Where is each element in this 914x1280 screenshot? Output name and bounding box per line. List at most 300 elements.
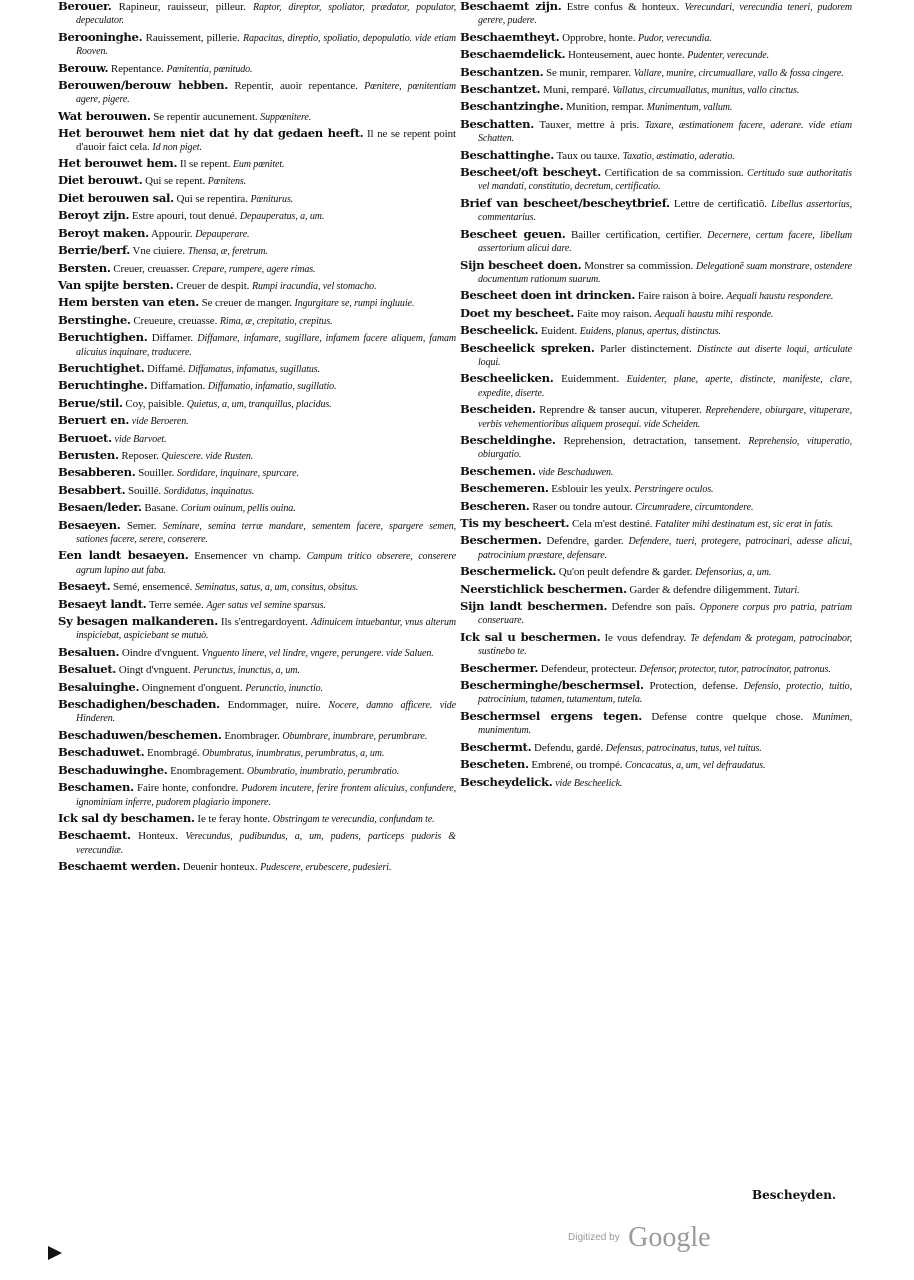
left-column (58, 0, 456, 878)
headword: Beroyt maken. (58, 225, 149, 240)
latin-gloss: Pœniturus. (250, 193, 294, 205)
latin-gloss: Pudorem incutere, ferire frontem alicuius, confundere, ignominiam inferre, pudorem plagiario imponere. (76, 783, 456, 808)
latin-gloss: Munimen, munimentum. (478, 711, 852, 737)
latin-gloss: Rima, æ, crepitatio, crepitus. (219, 315, 333, 327)
french-gloss: Faire honte, confondre. (136, 782, 239, 795)
french-gloss: Parler distinctement. (599, 342, 692, 355)
latin-gloss: Delegationẽ suam monstrare, ostendere documentum rationum suarum. (478, 260, 853, 285)
dictionary-entry (58, 432, 456, 446)
french-gloss: Rapineur, rauisseur, pilleur. (118, 1, 246, 13)
headword: Beschaemt werden. (58, 859, 181, 874)
latin-gloss: Verecundus, pudibundus, a, um, pudens, particeps pudoris & verecundiæ. (76, 831, 456, 856)
dictionary-entry (58, 860, 456, 874)
headword: Beruert en. (58, 413, 130, 428)
french-gloss: Embrené, ou trompé. (531, 759, 623, 772)
dictionary-entry (58, 279, 456, 293)
headword: Besaluet. (58, 662, 117, 677)
dictionary-entry (58, 379, 456, 393)
headword: Bescherminghe/beschermsel. (460, 678, 644, 693)
latin-gloss: Rapacitas, direptio, spoliatio, depopulatio. vide etiam Rooven. (76, 32, 457, 58)
dictionary-entry (58, 209, 456, 223)
french-gloss: Bailler certification, certifier. (571, 228, 702, 241)
headword: Besaeyt. (58, 579, 111, 594)
french-gloss: Oingnement d'onguent. (141, 681, 243, 694)
dictionary-entry (58, 729, 456, 743)
french-gloss: Ensemencer vn champ. (194, 550, 301, 563)
headword: Neerstichlick beschermen. (460, 581, 627, 596)
dictionary-entry (58, 746, 456, 760)
latin-gloss: Sordidatus, inquinatus. (163, 485, 255, 497)
french-gloss: Lettre de certificatiõ. (673, 197, 767, 210)
dictionary-entry (58, 681, 456, 695)
latin-gloss: Defensor, protector, tutor, patrocinator, patronus. (639, 663, 831, 675)
french-gloss: Souillé. (127, 484, 162, 497)
dictionary-entry (460, 679, 852, 707)
french-gloss: Se munir, remparer. (545, 66, 632, 79)
latin-gloss: Tutari. (773, 584, 800, 596)
headword: Diet berouwen sal. (58, 190, 174, 205)
headword: Bescheet/oft bescheyt. (460, 165, 601, 180)
headword: Bersten. (58, 260, 111, 275)
french-gloss: Souiller. (138, 467, 175, 480)
dictionary-entry (58, 466, 456, 480)
french-gloss: Reprendre & tanser aucun, vituperer. (539, 404, 702, 417)
french-gloss: Diffamer. (151, 332, 194, 345)
french-gloss: Semer. (126, 519, 157, 532)
headword: Beschaduwet. (58, 745, 145, 760)
french-gloss: Oingt d'vnguent. (118, 664, 191, 677)
french-gloss: Terre semée. (148, 598, 204, 611)
headword: Beschermt. (460, 739, 532, 754)
headword: Beschermelick. (460, 564, 557, 579)
headword: Berrie/berf. (58, 243, 131, 258)
headword: Besaeyen. (58, 517, 121, 532)
headword: Berouw. (58, 60, 109, 75)
watermark-prefix: Digitized by (568, 1232, 620, 1243)
dictionary-entry (460, 434, 852, 462)
latin-gloss: Pudor, verecundia. (638, 32, 712, 44)
latin-gloss: Pœnitere, pœnitentiam agere, pigere. (76, 81, 456, 106)
headword: Bescheren. (460, 498, 530, 513)
french-gloss: Diffamé. (147, 362, 186, 375)
french-gloss: Semé, ensemencé. (112, 581, 193, 594)
headword: Bescheydelick. (460, 774, 553, 789)
latin-gloss: Decernere, certum facere, libellum assertorium alicui dare. (478, 229, 852, 255)
dictionary-entry (58, 519, 456, 547)
french-gloss: Defendre, garder. (546, 535, 624, 548)
latin-gloss: Taxare, æstimationem facere, aderare. vide etiam Schatten. (478, 119, 852, 145)
latin-gloss: Eum pœnitet. (232, 159, 285, 171)
dictionary-entry (460, 83, 852, 97)
latin-gloss: Diffamare, infamare, sugillare, infamem facere aliquem, famam alicuius inquinare, traducere. (76, 333, 457, 358)
headword: Beschatten. (460, 116, 534, 131)
dictionary-entry (460, 307, 852, 321)
dictionary-entry (460, 600, 852, 628)
dictionary-entry (58, 331, 456, 359)
french-gloss: Il ne se repent point d'auoir faict cela. (76, 128, 456, 153)
latin-gloss: Pœnitentia, pœnitudo. (166, 63, 253, 75)
dictionary-entry (460, 31, 852, 45)
french-gloss: Vne ciuiere. (132, 245, 186, 258)
latin-gloss: Ager satus vel semine sparsus. (206, 599, 326, 611)
french-gloss: Defendeur, protecteur. (540, 662, 637, 675)
latin-gloss: vide Barvoet. (114, 433, 167, 445)
latin-gloss: Pœnitens. (207, 176, 247, 188)
latin-gloss: Id non piget. (152, 141, 202, 153)
headword: Beschaemt zijn. (460, 0, 562, 13)
french-gloss: Tauxer, mettre à pris. (539, 118, 640, 131)
dictionary-entry (460, 776, 852, 790)
headword: Beroyt zijn. (58, 208, 130, 223)
french-gloss: Defense contre quelque chose. (651, 710, 804, 723)
french-gloss: Enombragé. (147, 747, 200, 760)
latin-gloss: vide Beroeren. (131, 416, 189, 428)
dictionary-entry (58, 484, 456, 498)
french-gloss: Euident. (540, 325, 578, 338)
headword: Beschattinghe. (460, 147, 554, 162)
latin-gloss: Vnguento linere, vel lindre, vngere, perungere. vide Saluen. (201, 647, 434, 659)
dictionary-entry (58, 296, 456, 310)
latin-gloss: Te defendam & protegam, patrocinabor, sustinebo te. (478, 632, 853, 658)
dictionary-entry (58, 244, 456, 258)
headword: Besabberen. (58, 465, 136, 480)
headword: Besaen/leder. (58, 500, 142, 515)
dictionary-entry (460, 741, 852, 755)
dictionary-entry (58, 663, 456, 677)
dictionary-entry (58, 698, 456, 726)
headword: Beschermsel ergens tegen. (460, 708, 642, 723)
dictionary-entry (58, 192, 456, 206)
dictionary-entry (58, 0, 456, 28)
french-gloss: Repentir, auoir repentance. (234, 80, 358, 93)
french-gloss: Garder & defendre diligemment. (629, 583, 771, 596)
dictionary-entry (58, 598, 456, 612)
french-gloss: Repentance. (110, 62, 164, 75)
latin-gloss: Nocere, damno afficere. vide Hinderen. (76, 700, 456, 725)
dictionary-entry (460, 259, 852, 287)
latin-gloss: Quiescere. vide Rusten. (161, 450, 254, 462)
dictionary-entry (460, 583, 852, 597)
french-gloss: Ie vous defendray. (604, 631, 687, 644)
french-gloss: Endommager, nuire. (227, 699, 321, 712)
french-gloss: Protection, defense. (649, 680, 738, 693)
headword: Besaluen. (58, 644, 120, 659)
dictionary-entry (58, 157, 456, 171)
headword: Sijn landt beschermen. (460, 599, 608, 614)
latin-gloss: Quietus, a, um, tranquillus, placidus. (186, 398, 332, 410)
latin-gloss: Seminatus, satus, a, um, consitus, obsitus. (194, 582, 359, 594)
headword: Doet my bescheet. (460, 305, 575, 320)
dictionary-entry (58, 174, 456, 188)
dictionary-entry (58, 764, 456, 778)
dictionary-entry (58, 580, 456, 594)
dictionary-entry (460, 66, 852, 80)
latin-gloss: Seminare, semina terræ mandare, sementem facere, spargere semen, sationes facere, serere, conserere. (76, 520, 456, 545)
latin-gloss: vide Bescheelick. (555, 777, 623, 789)
dictionary-entry (58, 414, 456, 428)
french-gloss: Defendre son païs. (611, 601, 696, 614)
dictionary-entry (58, 79, 456, 107)
french-gloss: Il se repent. (179, 158, 231, 171)
french-gloss: Defendu, gardé. (534, 741, 604, 754)
dictionary-entry (460, 100, 852, 114)
headword: Berusten. (58, 447, 119, 462)
french-gloss: Deuenir honteux. (182, 861, 258, 874)
dictionary-entry (460, 517, 852, 531)
french-gloss: Estre apouri, tout denué. (131, 210, 238, 223)
dictionary-entry (58, 262, 456, 276)
headword: Sy besagen malkanderen. (58, 614, 218, 629)
french-gloss: Euidemment. (561, 373, 619, 386)
dictionary-entry (460, 197, 852, 225)
headword: Beschadighen/beschaden. (58, 697, 220, 712)
latin-gloss: Aequali haustu mihi responde. (654, 308, 774, 320)
french-gloss: Creuer de despit. (176, 279, 250, 292)
headword: Berouer. (58, 0, 112, 13)
french-gloss: Cela m'est destiné. (571, 518, 653, 530)
latin-gloss: Obumbratio, inumbratio, perumbratio. (246, 765, 400, 777)
latin-gloss: Euidens, planus, apertus, distinctus. (579, 326, 721, 338)
latin-gloss: Perunctio, inunctio. (245, 682, 323, 694)
latin-gloss: Reprehendere, obiurgare, vituperare, verbis vehementioribus aliquem prosequi. vide Scheiden. (478, 405, 852, 430)
french-gloss: Enombragement. (170, 764, 245, 777)
triangle-pointer-icon (48, 1246, 62, 1260)
latin-gloss: Verecundari, verecundia teneri, pudorem gerere, pudere. (478, 2, 852, 27)
latin-gloss: Depauperatus, a, um. (239, 211, 325, 223)
latin-gloss: Reprehensio, vituperatio, obiurgatio. (478, 435, 852, 461)
french-gloss: Monstrer sa commission. (584, 259, 694, 272)
french-gloss: Coy, paisible. (125, 397, 185, 410)
french-gloss: Creueure, creuasse. (133, 314, 218, 327)
latin-gloss: Certitudo suæ authoritatis vel mandati, constitutio, decretum, certificatio. (478, 168, 852, 193)
latin-gloss: Opponere corpus pro patria, patriam conseruare. (478, 602, 852, 627)
latin-gloss: Concacatus, a, um, vel defraudatus. (625, 760, 766, 772)
headword: Beschantzen. (460, 64, 544, 79)
headword: Beschantzet. (460, 82, 541, 97)
latin-gloss: Obumbratus, inumbratus, perumbratus, a, um. (202, 748, 385, 760)
dictionary-entry (58, 549, 456, 577)
latin-gloss: Defensio, protectio, tuitio, patrocinium, tutamen, tutamentum, tutela. (478, 681, 852, 706)
headword: Beruchtighet. (58, 360, 145, 375)
dictionary-entry (460, 758, 852, 772)
headword: Beruchtighen. (58, 330, 148, 345)
latin-gloss: vide Beschaduwen. (538, 466, 614, 478)
latin-gloss: Perunctus, inunctus, a, um. (193, 665, 300, 677)
headword: Beschamen. (58, 780, 134, 795)
french-gloss: Qui se repent. (145, 175, 206, 188)
dictionary-entry (58, 501, 456, 515)
french-gloss: Enombrager. (224, 729, 280, 742)
latin-gloss: Depauperare. (195, 228, 250, 240)
latin-gloss: Defensus, patrocinatus, tutus, vel tuitus. (605, 742, 762, 754)
latin-gloss: Euidenter, plane, aperte, distincte, manifeste, clare, expedite, diserte. (478, 374, 853, 399)
headword: Wat berouwen. (58, 108, 151, 123)
latin-gloss: Pudescere, erubescere, pudesieri. (260, 862, 392, 874)
french-gloss: Ie te feray honte. (197, 812, 271, 825)
latin-gloss: Munimentum, vallum. (646, 102, 733, 114)
latin-gloss: Diffamatus, infamatus, sugillatus. (188, 363, 320, 375)
dictionary-entry (58, 449, 456, 463)
latin-gloss: Raptor, direptor, spoliator, prædator, populator, depeculator. (76, 2, 457, 27)
french-gloss: Oindre d'vnguent. (121, 646, 200, 659)
headword: Bescheiden. (460, 402, 536, 417)
headword: Het berouwet hem niet dat hy dat gedaen heeft. (58, 126, 364, 141)
headword: Het berouwet hem. (58, 156, 178, 171)
latin-gloss: Diffamatio, infamatio, sugillatio. (207, 381, 337, 393)
headword: Beruoet. (58, 430, 112, 445)
dictionary-entry (58, 127, 456, 154)
latin-gloss: Libellus assertorius, commentarius. (478, 198, 852, 224)
dictionary-entry (58, 781, 456, 809)
dictionary-entry (460, 289, 852, 303)
french-gloss: Diffamation. (150, 380, 206, 393)
headword: Berooninghe. (58, 29, 143, 44)
headword: Ick sal dy beschamen. (58, 810, 195, 825)
headword: Beschaemtheyt. (460, 29, 560, 44)
headword: Beschemen. (460, 463, 536, 478)
headword: Beschaduwen/beschemen. (58, 727, 222, 742)
headword: Diet berouwt. (58, 173, 143, 188)
dictionary-entry (460, 118, 852, 146)
latin-gloss: Crepare, rumpere, agere rimas. (192, 263, 316, 275)
latin-gloss: Rumpi iracundia, vel stomacho. (251, 280, 377, 292)
french-gloss: Reprehension, detractation, tansement. (563, 434, 741, 447)
dictionary-entry (460, 149, 852, 163)
french-gloss: Munition, rempar. (566, 101, 645, 114)
dictionary-entry (460, 372, 852, 400)
headword: Tis my bescheert. (460, 516, 570, 530)
latin-gloss: Taxatio, æstimatio, aderatio. (622, 150, 735, 162)
latin-gloss: Defensorius, a, um. (695, 567, 772, 579)
french-gloss: Esblouir les yeulx. (551, 483, 632, 496)
dictionary-entry (58, 615, 456, 643)
catchword: Bescheyden. (752, 1188, 837, 1202)
dictionary-entry (460, 228, 852, 256)
dictionary-entry (460, 565, 852, 579)
headword: Beruchtinghe. (58, 378, 148, 393)
dictionary-entry (460, 662, 852, 676)
latin-gloss: Ingurgitare se, rumpi ingluuie. (294, 298, 415, 310)
headword: Beschantzinghe. (460, 99, 564, 114)
dictionary-entry (58, 110, 456, 124)
dictionary-entry (58, 829, 456, 857)
dictionary-entry (58, 812, 456, 826)
dictionary-entry (58, 314, 456, 328)
headword: Berue/stil. (58, 395, 123, 410)
dictionary-entry (58, 397, 456, 411)
dictionary-entry (460, 324, 852, 338)
watermark-brand: Google (628, 1222, 711, 1253)
dictionary-entry (460, 500, 852, 514)
french-gloss: Muni, remparé. (542, 84, 610, 97)
french-gloss: Honteux. (138, 830, 178, 843)
latin-gloss: Perstringere oculos. (634, 484, 714, 496)
latin-gloss: Vallare, munire, circumuallare, vallo & fossa cingere. (633, 67, 844, 79)
french-gloss: Creuer, creuasser. (113, 262, 190, 275)
french-gloss: Estre confus & honteux. (566, 1, 680, 13)
french-gloss: Ils s'entregardoyent. (220, 616, 308, 629)
latin-gloss: Obstringam te verecundia, confundam te. (272, 813, 435, 825)
right-column (460, 0, 852, 793)
headword: Bescheelick spreken. (460, 340, 595, 355)
french-gloss: Se repentir aucunement. (153, 110, 258, 123)
headword: Besaluinghe. (58, 679, 140, 694)
headword: Ick sal u beschermen. (460, 629, 601, 644)
french-gloss: Appourir. (150, 227, 193, 240)
latin-gloss: Fataliter mihi destinatum est, sic erat in fatis. (655, 519, 834, 530)
french-gloss: Raser ou tondre autour. (532, 500, 633, 513)
french-gloss: Basane. (144, 502, 179, 515)
latin-gloss: Obumbrare, inumbrare, perumbrare. (282, 730, 428, 742)
dictionary-entry (460, 166, 852, 194)
headword: Berouwen/berouw hebben. (58, 78, 228, 93)
latin-gloss: Distincte aut diserte loqui, articulate loqui. (478, 343, 853, 368)
latin-gloss: Campum tritico obserere, conserere agrum lupino aut faba. (76, 551, 457, 576)
french-gloss: Faite moy raison. (576, 307, 652, 320)
headword: Beschaemt. (58, 828, 131, 843)
headword: Bescheten. (460, 757, 529, 772)
french-gloss: Opprobre, honte. (562, 31, 636, 44)
headword: Bescheet doen int drincken. (460, 288, 636, 303)
headword: Besaeyt landt. (58, 596, 147, 611)
latin-gloss: Circumradere, circumtondere. (635, 501, 754, 513)
dictionary-entry (58, 31, 456, 59)
dictionary-entry (58, 362, 456, 376)
dictionary-entry (460, 403, 852, 431)
dictionary-entry (58, 62, 456, 76)
headword: Een landt besaeyen. (58, 548, 189, 563)
headword: Beschaduwinghe. (58, 762, 168, 777)
latin-gloss: Corium ouinum, pellis ouina. (180, 503, 296, 515)
dictionary-entry (460, 482, 852, 496)
dictionary-entry (460, 342, 852, 370)
headword: Beschermer. (460, 660, 539, 675)
latin-gloss: Vallatus, circumuallatus, munitus, vallo cinctus. (612, 85, 800, 97)
headword: Hem bersten van eten. (58, 295, 199, 310)
latin-gloss: Aequali haustu respondere. (726, 291, 834, 303)
latin-gloss: Pudenter, verecunde. (687, 50, 769, 62)
headword: Bescheelick. (460, 323, 539, 338)
dictionary-entry (460, 465, 852, 479)
latin-gloss: Defendere, tueri, protegere, patrocinari, adesse alicui, patrocinium præstare, defensare. (478, 536, 852, 561)
dictionary-entry (460, 631, 852, 659)
dictionary-entry (460, 48, 852, 62)
latin-gloss: Thensa, æ, feretrum. (187, 246, 268, 258)
french-gloss: Reposer. (121, 449, 159, 462)
french-gloss: Certification de sa commission. (604, 167, 744, 180)
latin-gloss: Adinuicem intuebantur, vnus alterum inspiciebat, aspiciebant se mutuò. (76, 617, 457, 642)
headword: Bescheelicken. (460, 371, 554, 386)
latin-gloss: Sordidare, inquinare, spurcare. (176, 468, 299, 480)
headword: Van spijte bersten. (58, 277, 174, 292)
french-gloss: Honteusement, auec honte. (567, 49, 685, 62)
headword: Besabbert. (58, 482, 126, 497)
french-gloss: Rauissement, pillerie. (145, 31, 240, 44)
dictionary-entry (58, 646, 456, 660)
latin-gloss: Suppœnitere. (260, 111, 312, 123)
dictionary-entry (460, 0, 852, 28)
headword: Brief van bescheet/bescheytbrief. (460, 195, 670, 210)
dictionary-entry (58, 227, 456, 241)
dictionary-entry (460, 534, 852, 562)
headword: Beschaemdelick. (460, 47, 566, 62)
headword: Bescheldinghe. (460, 432, 556, 447)
headword: Beschermen. (460, 533, 542, 548)
french-gloss: Taux ou tauxe. (556, 149, 620, 162)
headword: Beschemeren. (460, 481, 549, 496)
dictionary-entry (460, 710, 852, 738)
watermark (568, 1222, 711, 1254)
